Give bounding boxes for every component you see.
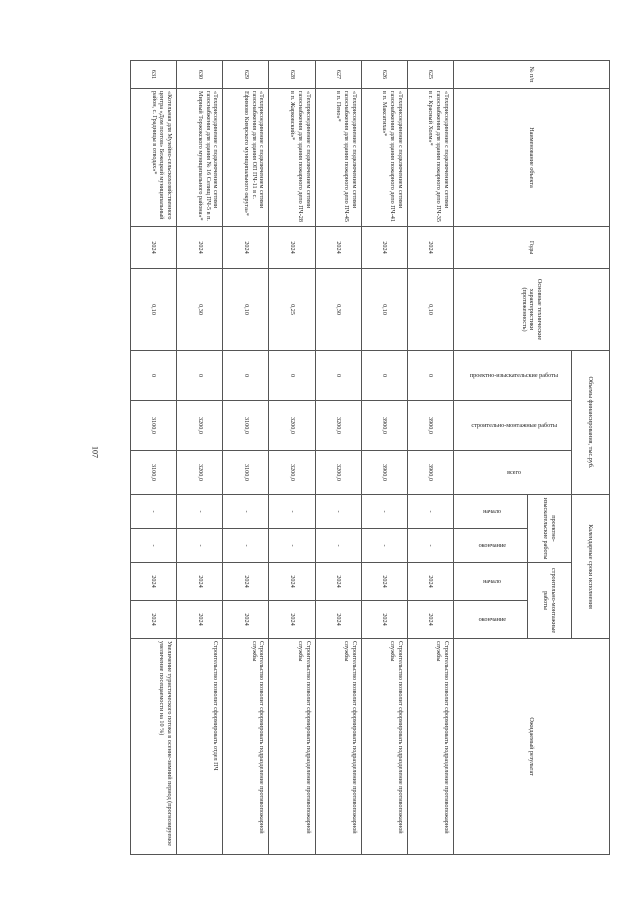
- header-name: Наименование объекта: [454, 89, 610, 227]
- table-row: [361, 61, 407, 855]
- cell-fin-construction: 3100,0: [223, 401, 269, 451]
- cell-fin-design: 0: [407, 351, 453, 401]
- cell-constr-end: 2024: [407, 601, 453, 639]
- cell-constr-end: 2024: [315, 601, 361, 639]
- page-number: 107: [90, 446, 100, 458]
- header-years: Годы: [454, 227, 610, 269]
- cell-year: 2024: [361, 227, 407, 269]
- cell-fin-total: 3200,0: [177, 451, 223, 495]
- cell-result: Увеличение туристического потока в осенне-зимний период (прогнозируемое увеличение посещаемости на 10 %): [131, 639, 177, 855]
- cell-num: 630: [177, 61, 223, 89]
- cell-design-end: -: [315, 529, 361, 563]
- table-row: [177, 61, 223, 855]
- cell-year: 2024: [177, 227, 223, 269]
- cell-constr-start: 2024: [177, 563, 223, 601]
- cell-design-end: -: [177, 529, 223, 563]
- cell-design-end: -: [269, 529, 315, 563]
- cell-capacity: 0,10: [223, 269, 269, 351]
- cell-constr-end: 2024: [269, 601, 315, 639]
- table-row: [131, 61, 177, 855]
- cell-fin-construction: 3900,0: [361, 401, 407, 451]
- header-constr-end: окончание: [454, 601, 528, 639]
- header-num: № п/п: [454, 61, 610, 89]
- header-fin-design: проектно-изыскательские работы: [454, 351, 572, 401]
- cell-num: 629: [223, 61, 269, 89]
- cell-constr-start: 2024: [223, 563, 269, 601]
- cell-constr-start: 2024: [407, 563, 453, 601]
- cell-capacity: 0,25: [269, 269, 315, 351]
- cell-design-start: -: [177, 495, 223, 529]
- cell-fin-design: 0: [131, 351, 177, 401]
- cell-year: 2024: [223, 227, 269, 269]
- cell-result: Строительство позволит сформировать подразделение противопожарной службы: [407, 639, 453, 855]
- cell-design-start: -: [315, 495, 361, 529]
- cell-constr-start: 2024: [131, 563, 177, 601]
- cell-design-end: -: [223, 529, 269, 563]
- cell-constr-end: 2024: [223, 601, 269, 639]
- cell-result: Строительство позволит сформировать подразделение противопожарной службы: [315, 639, 361, 855]
- rotated-table-container: [130, 60, 610, 854]
- header-constr-start: начало: [454, 563, 528, 601]
- cell-constr-end: 2024: [177, 601, 223, 639]
- header-schedule: Календарные сроки исполнения: [572, 495, 610, 639]
- cell-result: Строительство позволит сформировать отдел ПЧ: [177, 639, 223, 855]
- cell-fin-total: 3200,0: [315, 451, 361, 495]
- cell-constr-end: 2024: [131, 601, 177, 639]
- cell-fin-total: 3200,0: [269, 451, 315, 495]
- cell-fin-construction: 3100,0: [131, 401, 177, 451]
- header-fin-total: всего: [454, 451, 572, 495]
- cell-design-start: -: [269, 495, 315, 529]
- cell-design-start: -: [407, 495, 453, 529]
- header-result: Ожидаемый результат: [454, 639, 610, 855]
- cell-design-end: -: [131, 529, 177, 563]
- cell-fin-design: 0: [269, 351, 315, 401]
- cell-design-end: -: [361, 529, 407, 563]
- table-row: [315, 61, 361, 855]
- header-design-start: начало: [454, 495, 528, 529]
- cell-capacity: 0,10: [407, 269, 453, 351]
- header-financing: Объемы финансирования, тыс.руб.: [572, 351, 610, 495]
- cell-result: Строительство позволит сформировать подразделение противопожарной службы: [269, 639, 315, 855]
- cell-constr-end: 2024: [361, 601, 407, 639]
- cell-name: «Техприсоединение с подключением сетями газоснабжения для здания пожарного депо ПЧ-28 в п. Жарковский»*: [269, 89, 315, 227]
- cell-fin-total: 3100,0: [131, 451, 177, 495]
- cell-fin-total: 3900,0: [407, 451, 453, 495]
- cell-fin-total: 3100,0: [223, 451, 269, 495]
- cell-fin-construction: 3200,0: [315, 401, 361, 451]
- header-design-end: окончание: [454, 529, 528, 563]
- cell-fin-construction: 3900,0: [407, 401, 453, 451]
- cell-name: «Техприсоединение с подключением сетями газоснабжения для здания пожарного депо ПЧ-35 в г. Красный Холм»*: [407, 89, 453, 227]
- cell-fin-construction: 3200,0: [269, 401, 315, 451]
- cell-capacity: 0,10: [361, 269, 407, 351]
- cell-constr-start: 2024: [269, 563, 315, 601]
- header-fin-construction: строительно-монтажные работы: [454, 401, 572, 451]
- cell-constr-start: 2024: [361, 563, 407, 601]
- investment-table: [130, 60, 610, 855]
- table-row: [223, 61, 269, 855]
- cell-constr-start: 2024: [315, 563, 361, 601]
- header-sched-design: проектно-изыскательские работы: [528, 495, 572, 563]
- cell-fin-design: 0: [177, 351, 223, 401]
- cell-year: 2024: [315, 227, 361, 269]
- cell-capacity: 0,10: [131, 269, 177, 351]
- cell-fin-design: 0: [315, 351, 361, 401]
- cell-name: «Техприсоединение с подключением сетями газоснабжения для здания ОП ПЧ-11 в с. Ефимово Кимрского муниципального округа»*: [223, 89, 269, 227]
- cell-fin-design: 0: [223, 351, 269, 401]
- table-row: [269, 61, 315, 855]
- cell-name: «Техприсоединение с подключением сетями газоснабжения для здания № 16 Селищ ПЧ-5 в п. Мирный Торжокского муниципального района»*: [177, 89, 223, 227]
- cell-num: 626: [361, 61, 407, 89]
- cell-year: 2024: [131, 227, 177, 269]
- cell-capacity: 0,30: [177, 269, 223, 351]
- cell-num: 631: [131, 61, 177, 89]
- cell-name: «Котельная для Музейно-сельскохозяйственного центра «Дом поэтов» Бежецкий муниципальный район, с. Градницы в отводах»*: [131, 89, 177, 227]
- cell-fin-design: 0: [361, 351, 407, 401]
- header-sched-construction: строительно-монтажные работы: [528, 563, 572, 639]
- rotated-table: [130, 60, 610, 854]
- cell-design-start: -: [223, 495, 269, 529]
- cell-name: «Техприсоединение с подключением сетями газоснабжения для здания пожарного депо ПЧ-41 в п. Максатиха»*: [361, 89, 407, 227]
- cell-result: Строительство позволит сформировать подразделение противопожарной службы: [361, 639, 407, 855]
- cell-fin-total: 3900,0: [361, 451, 407, 495]
- cell-result: Строительство позволит сформировать подразделение противопожарной службы: [223, 639, 269, 855]
- table-row: [407, 61, 453, 855]
- cell-num: 627: [315, 61, 361, 89]
- cell-num: 628: [269, 61, 315, 89]
- cell-design-start: -: [131, 495, 177, 529]
- cell-design-end: -: [407, 529, 453, 563]
- cell-fin-construction: 3200,0: [177, 401, 223, 451]
- cell-num: 625: [407, 61, 453, 89]
- cell-design-start: -: [361, 495, 407, 529]
- cell-name: «Техприсоединение с подключением сетями газоснабжения для здания пожарного депо ПЧ-45 в п. Пено»*: [315, 89, 361, 227]
- cell-capacity: 0,30: [315, 269, 361, 351]
- cell-year: 2024: [407, 227, 453, 269]
- cell-year: 2024: [269, 227, 315, 269]
- header-capacity: Основные технические характеристики (протяженность): [454, 269, 610, 351]
